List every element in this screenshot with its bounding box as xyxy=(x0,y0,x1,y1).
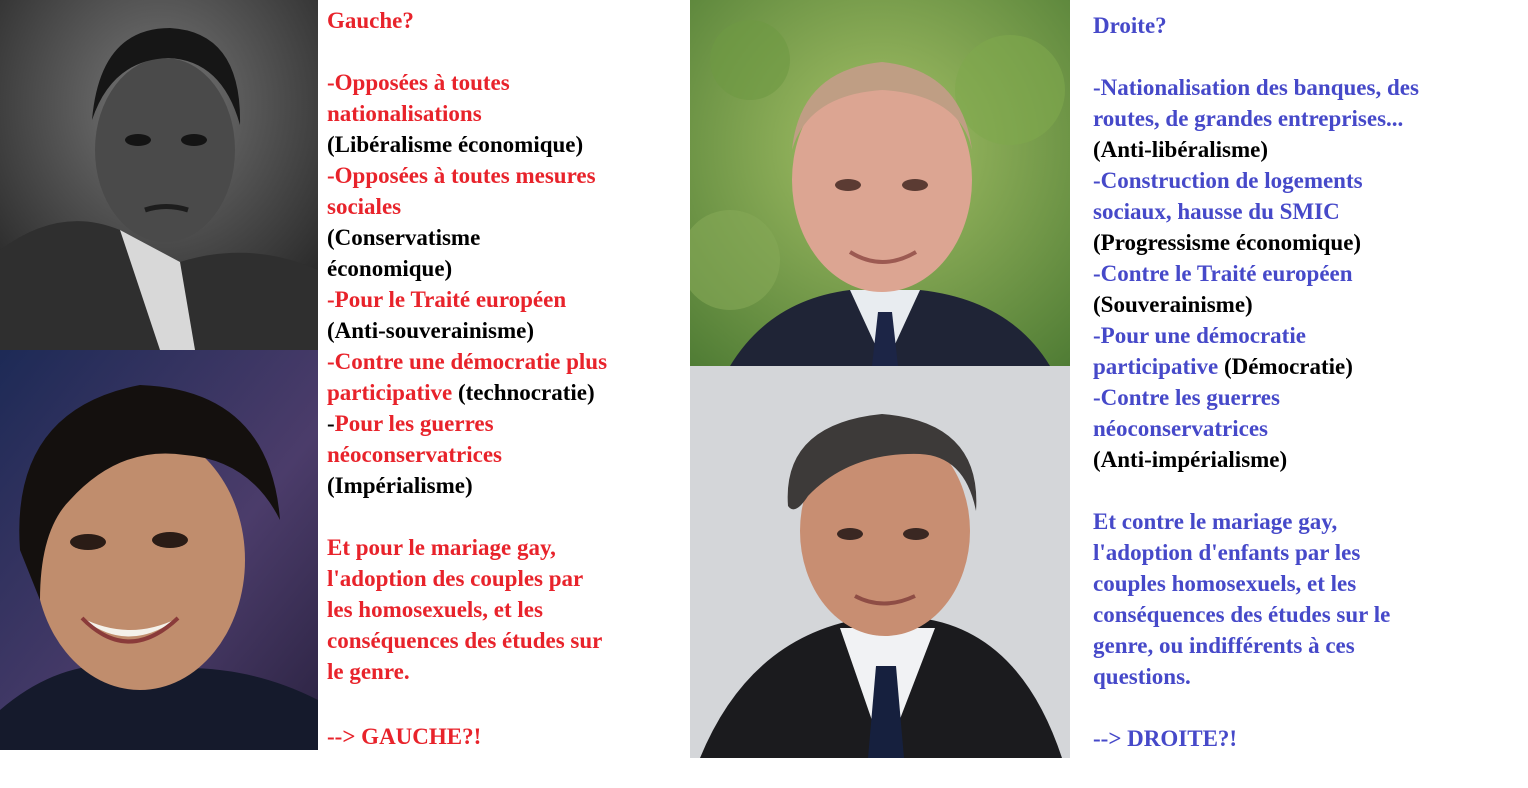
right-point-1-cont: routes, de grandes entreprises... xyxy=(1093,106,1404,131)
left-conclusion-5: le genre. xyxy=(327,659,410,684)
left-point-2-label: (Conservatisme xyxy=(327,225,481,250)
left-point-3: -Pour le Traité européen xyxy=(327,287,567,312)
right-conclusion-4: conséquences des études sur le xyxy=(1093,602,1391,627)
portrait-man-bald-icon xyxy=(690,0,1070,366)
right-text-column xyxy=(1093,10,1419,754)
right-title: Droite? xyxy=(1093,13,1167,38)
left-point-5-text: Pour les guerres xyxy=(334,411,494,436)
photo-top-right xyxy=(690,0,1070,366)
left-point-5-cont: néoconservatrices xyxy=(327,442,502,467)
right-conclusion-5: genre, ou indifférents à ces xyxy=(1093,633,1355,658)
right-point-4: -Pour une démocratie xyxy=(1093,323,1306,348)
portrait-woman-grayscale-icon xyxy=(0,0,318,350)
portrait-man-suit-icon xyxy=(690,366,1070,758)
left-verdict: --> GAUCHE?! xyxy=(327,724,482,749)
left-point-5 xyxy=(327,408,607,439)
left-point-1: -Opposées à toutes xyxy=(327,70,510,95)
right-point-5-label: (Anti-impérialisme) xyxy=(1093,447,1288,472)
left-point-2-label-cont: économique) xyxy=(327,256,453,281)
left-conclusion-1: Et pour le mariage gay, xyxy=(327,535,556,560)
left-conclusion-4: conséquences des études sur xyxy=(327,628,603,653)
right-point-4-label: (Démocratie) xyxy=(1223,354,1353,379)
left-point-4-text: participative xyxy=(327,380,458,405)
left-point-1-cont: nationalisations xyxy=(327,101,482,126)
right-point-1: -Nationalisation des banques, des xyxy=(1093,75,1419,100)
right-point-2-cont: sociaux, hausse du SMIC xyxy=(1093,199,1340,224)
left-title: Gauche? xyxy=(327,8,414,33)
right-point-3: -Contre le Traité européen xyxy=(1093,261,1353,286)
left-point-5-dash: - xyxy=(327,411,335,436)
photo-top-left xyxy=(0,0,318,350)
right-verdict: --> DROITE?! xyxy=(1093,726,1238,751)
left-conclusion-2: l'adoption des couples par xyxy=(327,566,584,591)
left-point-1-label: (Libéralisme économique) xyxy=(327,132,584,157)
right-conclusion-1: Et contre le mariage gay, xyxy=(1093,509,1338,534)
left-point-2-cont: sociales xyxy=(327,194,402,219)
photo-bottom-right xyxy=(690,366,1070,758)
right-point-2-label: (Progressisme économique) xyxy=(1093,230,1362,255)
left-point-5-label: (Impérialisme) xyxy=(327,473,473,498)
photo-bottom-left xyxy=(0,350,318,750)
right-point-3-label: (Souverainisme) xyxy=(1093,292,1253,317)
left-point-4-label: (technocratie) xyxy=(457,380,595,405)
right-point-2: -Construction de logements xyxy=(1093,168,1363,193)
right-conclusion-6: questions. xyxy=(1093,664,1191,689)
right-point-5-cont: néoconservatrices xyxy=(1093,416,1268,441)
right-point-4-cont xyxy=(1093,351,1419,382)
left-text-column xyxy=(327,5,607,752)
right-conclusion-2: l'adoption d'enfants par les xyxy=(1093,540,1361,565)
portrait-woman-smiling-icon xyxy=(0,350,318,750)
left-point-2: -Opposées à toutes mesures xyxy=(327,163,596,188)
left-point-3-label: (Anti-souverainisme) xyxy=(327,318,534,343)
right-conclusion-3: couples homosexuels, et les xyxy=(1093,571,1357,596)
left-point-4-cont xyxy=(327,377,607,408)
right-point-1-label: (Anti-libéralisme) xyxy=(1093,137,1269,162)
left-point-4: -Contre une démocratie plus xyxy=(327,349,608,374)
right-point-4-text: participative xyxy=(1093,354,1224,379)
left-conclusion-3: les homosexuels, et les xyxy=(327,597,543,622)
right-point-5: -Contre les guerres xyxy=(1093,385,1280,410)
